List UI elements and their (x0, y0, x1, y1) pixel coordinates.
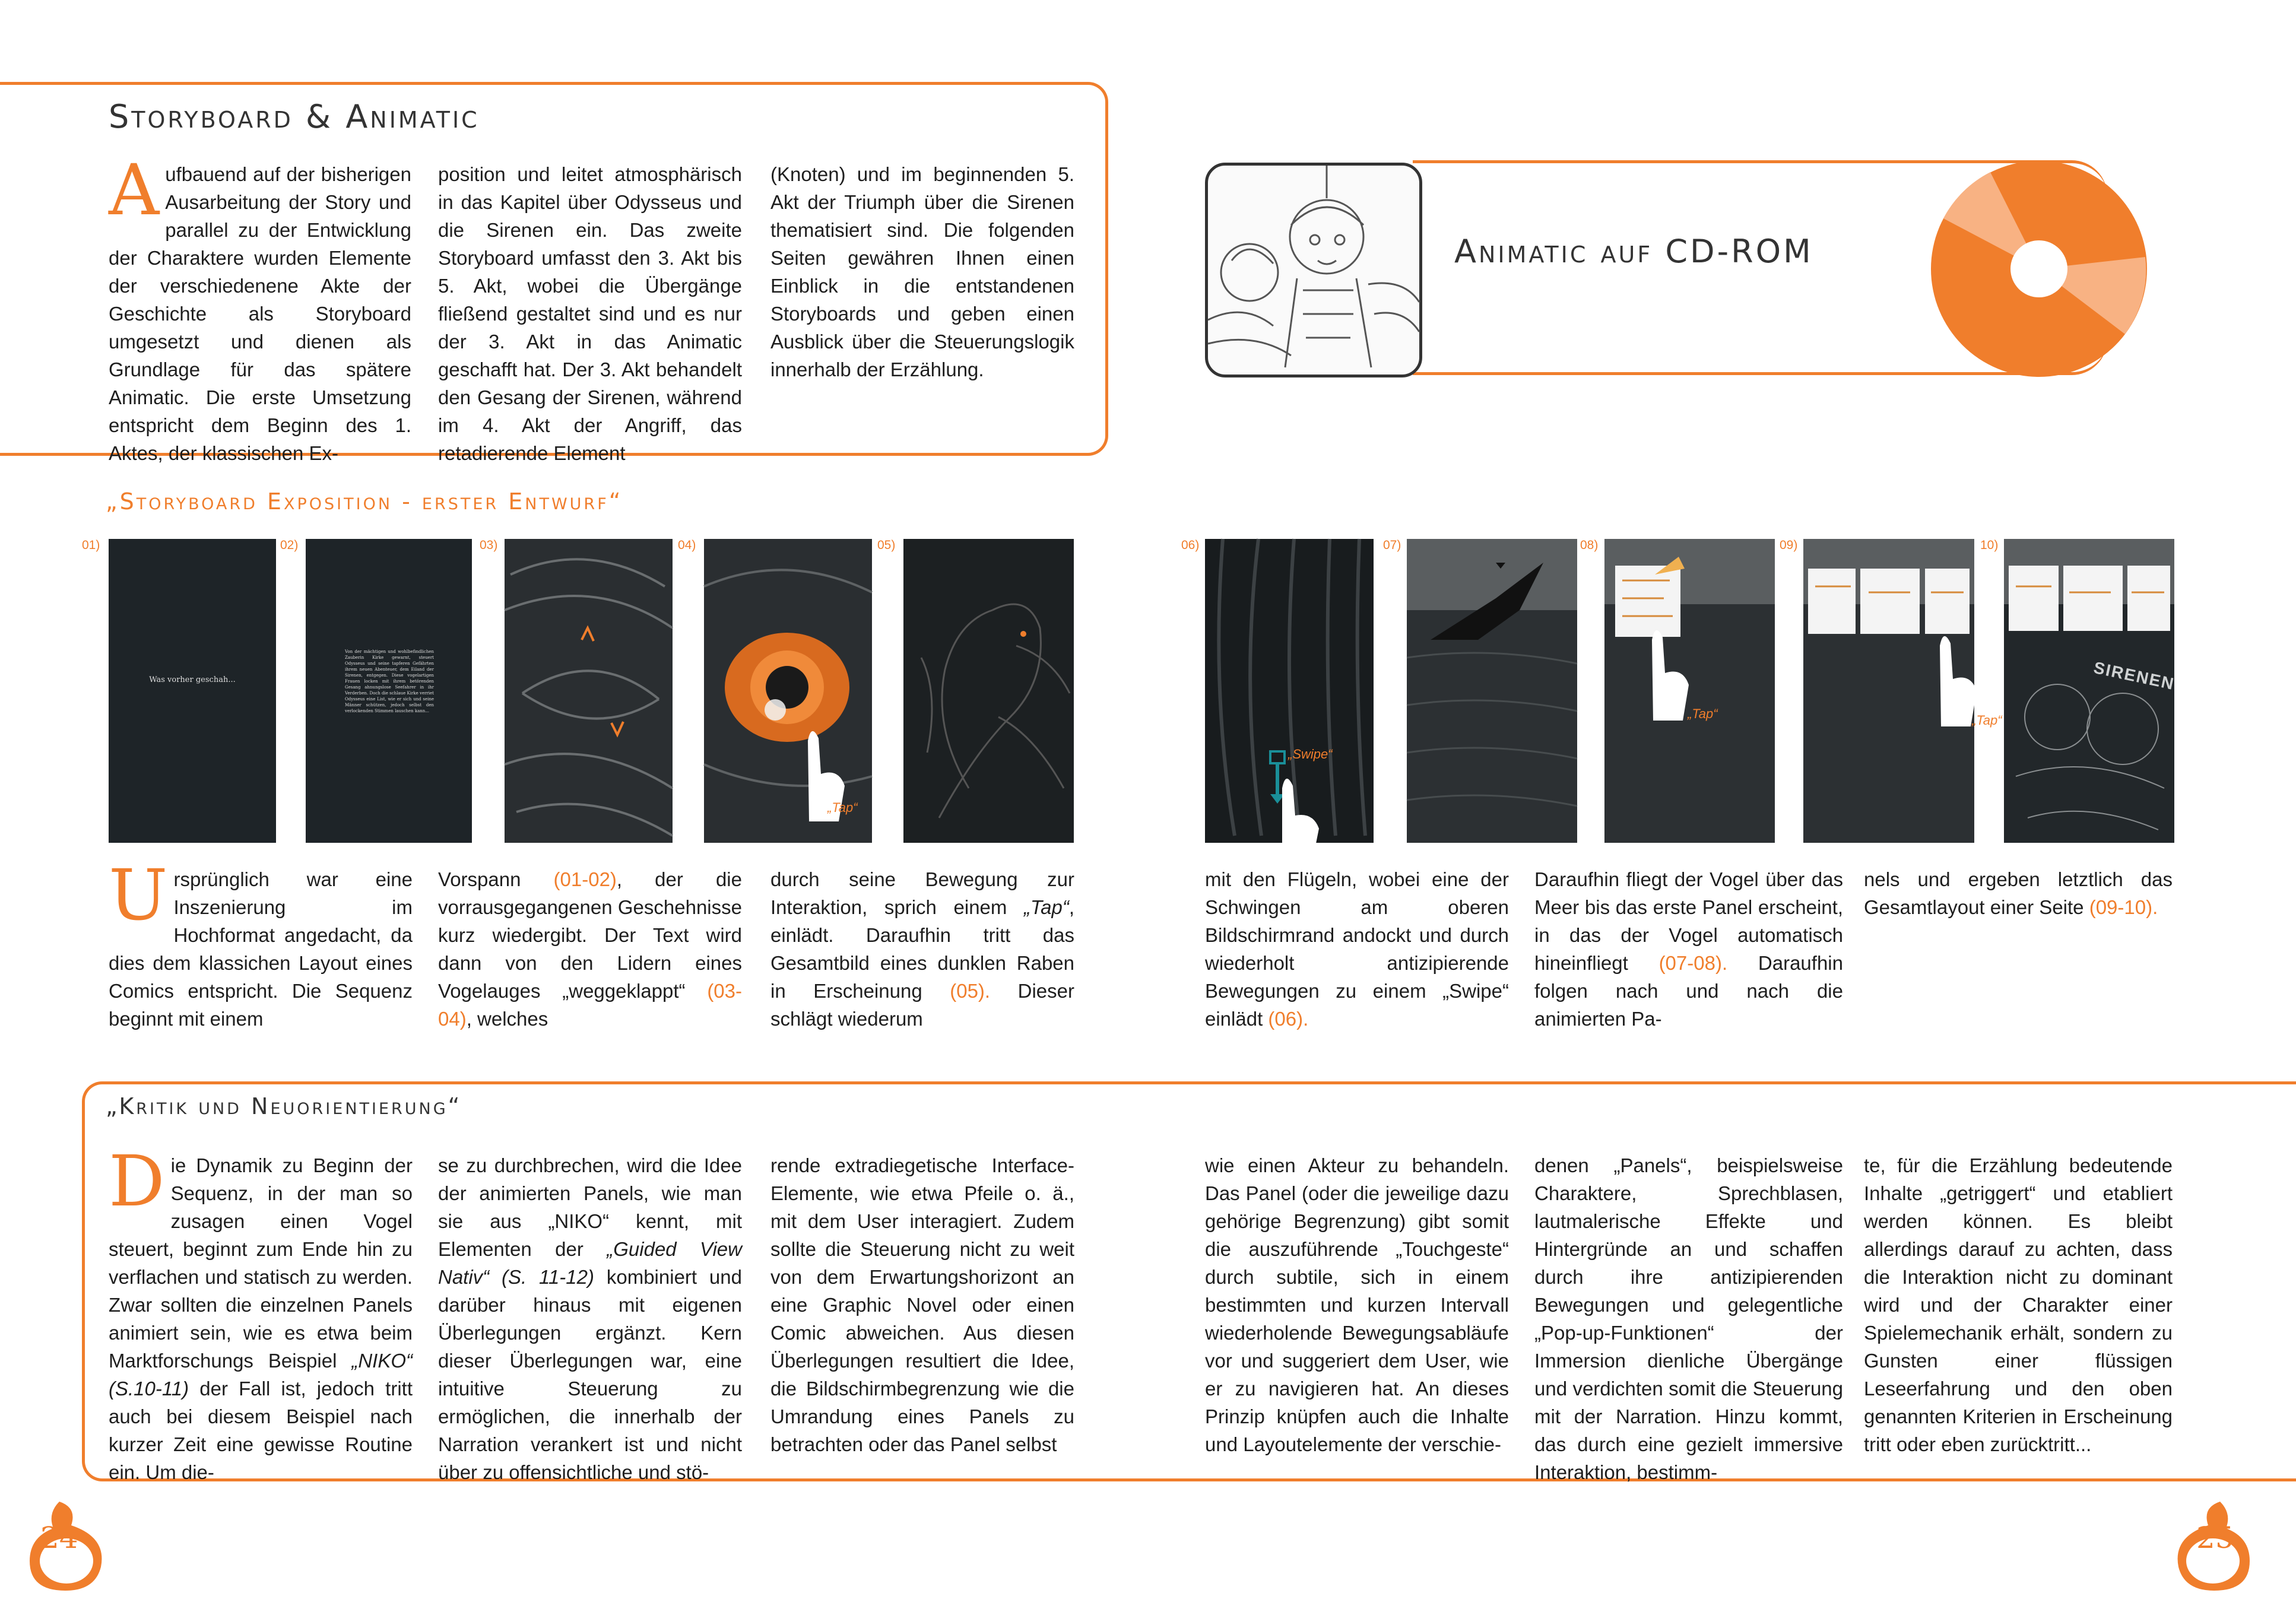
middle-col-6-a: nels und ergeben letztlich das Gesamtlayout einer Seite (1864, 868, 2173, 918)
panel-09-tap: „Tap“ (1972, 713, 2002, 728)
middle-col-5-b: Daraufhin folgen nach und nach die animierten Pa- (1534, 952, 1843, 1030)
section-title-storyboard: Storyboard & Animatic (109, 98, 480, 135)
middle-col-2 (438, 865, 742, 1033)
critique-col-1-b: der Fall ist, jedoch tritt auch bei diesem Beispiel nach kurzer Zeit eine gewisse Routine ein. Um die- (109, 1378, 413, 1483)
panel-label-08: 08) (1580, 538, 1599, 552)
critique-col-3: rende extradiegetische Interface-Elemente, wie etwa Pfeile o. ä., mit dem User interagiert. Zudem sollte die Steuerung nicht zu weit von dem Erwartungshorizont an eine Graphic Novel oder einen Comic abweichen. Aus diesen Überlegungen resultiert die Idee, die Bildschirmbegrenzung wie die Umrandung eines Panels zu betrachten oder das Panel selbst (770, 1154, 1074, 1455)
cd-disc-icon (1929, 159, 2149, 379)
critique-col-5: denen „Panels“, beispielsweise Charaktere, Sprechblasen, lautmalerische Effekte und Hintergründe an und schaffen durch ihre antizipierenden Bewegungen und gelegentliche „Pop-up-Funktionen“ der Immersion dienliche Übergänge und verdichten somit die Steuerung mit der Narration. Hinzu kommt, das durch eine gezielt immersive Interaktion, bestimm- (1534, 1154, 1843, 1483)
panel-08 (1604, 539, 1775, 843)
critique-col-1-a: ie Dynamik zu Beginn der Sequenz, in der man so zusagen einen Vogel steuert, beginnt zum Ende hin zu verflachen und statisch zu werden. Zwar sollten die einzelnen Panels animiert sein, wie es etwa beim Marktforschungs Beispiel (109, 1154, 413, 1372)
intro-col-1-text: ufbauend auf der bisherigen Ausarbeitung der Story und parallel zu der Entwicklung der Charaktere wurden Elemente der verschiedenene Akte der Geschichte als Storyboard umgesetzt und dienen als Grundlage für das spätere Animatic. Die erste Umsetzung entspricht dem Beginn des 1. Aktes, der klassischen Ex- (109, 163, 411, 464)
sketch-illustration (1208, 166, 1419, 375)
middle-col-5 (1534, 865, 1843, 1033)
critique-col-2-a: se zu durchbrechen, wird die Idee der animierten Panels, wie man sie aus „NIKO“ kennt, mit Elementen der (438, 1154, 742, 1260)
intro-col-3: (Knoten) und im beginnenden 5. Akt der Triumph über die Sirenen thematisiert sind. Die folgenden Seiten gewähren Ihnen einen Einblick in die entstandenen Storyboards und geben einen Ausblick über die Steuerungslogik innerhalb der Erzählung. (770, 163, 1074, 380)
critique-col-1-ref: „NIKO“ (S.10-11) (109, 1350, 413, 1400)
panel-01 (109, 539, 276, 843)
panel-label-05: 05) (877, 538, 896, 552)
middle-col-2-b: , der die vorrausgegangenen Geschehnisse kurz wiedergibt. Der Text wird dann von den Lidern eines Vogelauges „weggeklappt“ (438, 868, 742, 1002)
middle-col-4 (1205, 865, 1509, 1033)
page-number-left: 24 (40, 1521, 78, 1555)
intro-col-2: position und leitet atmosphärisch in das Kapitel über Odysseus und die Sirenen ein. Das zweite Storyboard umfasst den 3. Akt bis 5. Akt, wobei die Übergänge fließend gestaltet sind und es nur der 3. Akt in das Animatic geschafft hat. Der 3. Akt behandelt den Gesang der Sirenen, während im 4. Akt der Angriff, das retadierende Element (438, 163, 742, 464)
middle-col-5-a: Daraufhin fliegt der Vogel über das Meer bis das erste Panel erscheint, in das der Vogel automatisch hineinfliegt (1534, 868, 1843, 974)
middle-col-4-a: mit den Flügeln, wobei eine der Schwingen am oberen Bildschirmrand andockt und durch wiederholt antizipierende Bewegungen zu einem „Swipe“ einlädt (1205, 868, 1509, 1030)
panel-02 (306, 539, 472, 843)
middle-col-2-c: , welches (466, 1008, 548, 1030)
raven-flight-sketch (1407, 539, 1577, 843)
panel-label-01: 01) (82, 538, 100, 552)
first-panel-sketch (1604, 539, 1775, 843)
panel-06 (1205, 539, 1374, 843)
full-page-sketch (2004, 539, 2177, 843)
panel-label-06: 06) (1181, 538, 1200, 552)
panel-label-07: 07) (1383, 538, 1401, 552)
page-number-right: 25 (2196, 1521, 2234, 1555)
cdrom-thumbnail (1205, 163, 1422, 377)
critique-col-1 (109, 1140, 413, 1486)
middle-col-1 (109, 854, 413, 1033)
middle-col-3-c: Dieser schlägt wiederum (770, 980, 1074, 1030)
cdrom-label: Animatic auf CD-ROM (1454, 233, 1813, 270)
panel-layout-sketch (1803, 539, 1974, 843)
drop-cap-d: D (109, 1140, 165, 1222)
ref-09-10: (09-10). (2089, 896, 2158, 918)
panel-02-text: Von der mächtigen und wohlbefindlichen Zauberin Kirke gewarnt, steuert Odysseus und seine tapferen Gefährten ihrem neuen Abenteuer, dem Eiland der Sirenen, entgegen. Diese vogelartigen Frauen locken mit ihrem betörenden Gesang ahnungslose Seefahrer in ihr Verderben. Doch die schlaue Kirke verriet Odysseus eine List, wie er sich und seine Männer schützen, jedoch selbst den verlockenden Stimmen lauschen kann... (345, 649, 434, 713)
section-title-critique: „Kritik und Neuorientierung“ (106, 1093, 462, 1119)
intro-col-1 (109, 149, 411, 467)
raven-sketch (903, 539, 1074, 843)
middle-col-1-text: rsprünglich war eine Inszenierung im Hochformat angedacht, da dies dem klassichen Layout eines Comics entspricht. Die Sequenz beginnt mit einem (109, 868, 413, 1030)
panel-label-04: 04) (678, 538, 696, 552)
panel-label-10: 10) (1980, 538, 1999, 552)
middle-col-3 (770, 865, 1074, 1033)
ref-01-02: (01-02) (553, 868, 617, 890)
storyboard-title: „Storyboard Exposition - erster Entwurf“ (106, 488, 623, 515)
critique-col-6: te, für die Erzählung bedeutende Inhalte „getriggert“ und etabliert werden können. Es bleibt allerdings darauf zu achten, dass die Interaktion nicht zu dominant wird und der Charakter einer Spielemechanik erhält, sondern zu Gunsten einer flüssigen Leseerfahrung und den oben genannten Kriterien in Erscheinung tritt oder eben zurücktritt... (1864, 1154, 2173, 1455)
critique-col-2-b: kombiniert und darüber hinaus mit eigenen Überlegungen ergänzt. Kern dieser Überlegungen war, eine intuitive Steuerung zu ermöglichen, die innerhalb der Narration verankert ist und nicht über zu offensichtliche und stö- (438, 1266, 742, 1483)
middle-col-3-a: durch seine Bewegung zur Interaktion, sprich einem (770, 868, 1074, 918)
panel-01-text: Was vorher geschah... (149, 675, 236, 684)
panel-06-swipe: „Swipe“ (1288, 747, 1333, 761)
critique-col-2-ref: „Guided View Nativ“ (S. 11-12) (438, 1238, 742, 1288)
panel-label-03: 03) (480, 538, 498, 552)
middle-col-2-a: Vorspann (438, 868, 554, 890)
critique-col-2 (438, 1151, 742, 1486)
drop-cap-a: A (109, 149, 160, 231)
critique-col-4: wie einen Akteur zu behandeln. Das Panel (oder die jeweilige dazu gehörige Begrenzung) gibt somit die auszuführende „Touchgeste“ durch subtile, sich in einem bestimmten und kurzen Intervall wiederholende Bewegungsabläufe vor und suggeriert dem User, wie er zu navigieren hat. An dieses Prinzip knüpfen auch die Inhalte und Layoutelemente der verschie- (1205, 1154, 1509, 1455)
panel-label-02: 02) (280, 538, 299, 552)
panel-08-tap: „Tap“ (1688, 706, 1718, 721)
closed-eye-sketch (505, 539, 673, 843)
panel-10-sign: SIRENEN (2092, 658, 2177, 694)
middle-col-3-tap: „Tap“ (1024, 896, 1069, 918)
middle-col-3-b: , einlädt. Daraufhin tritt das Gesamtbild eines dunklen Raben in Erscheinung (770, 896, 1074, 1002)
panel-10 (2004, 539, 2177, 843)
open-eye-illustration (704, 539, 872, 843)
ref-05: (05). (950, 980, 991, 1002)
ref-03-04: (03-04) (438, 980, 742, 1030)
ref-06: (06). (1268, 1008, 1309, 1030)
ref-07-08: (07-08). (1658, 952, 1728, 974)
panel-04-tap: „Tap“ (827, 800, 858, 815)
panel-07 (1407, 539, 1577, 843)
middle-col-6 (1864, 865, 2173, 921)
panel-03 (505, 539, 673, 843)
wing-sketch (1205, 539, 1374, 843)
drop-cap-u: U (109, 854, 168, 936)
panel-04 (704, 539, 872, 843)
panel-05 (903, 539, 1074, 843)
panel-label-09: 09) (1780, 538, 1798, 552)
